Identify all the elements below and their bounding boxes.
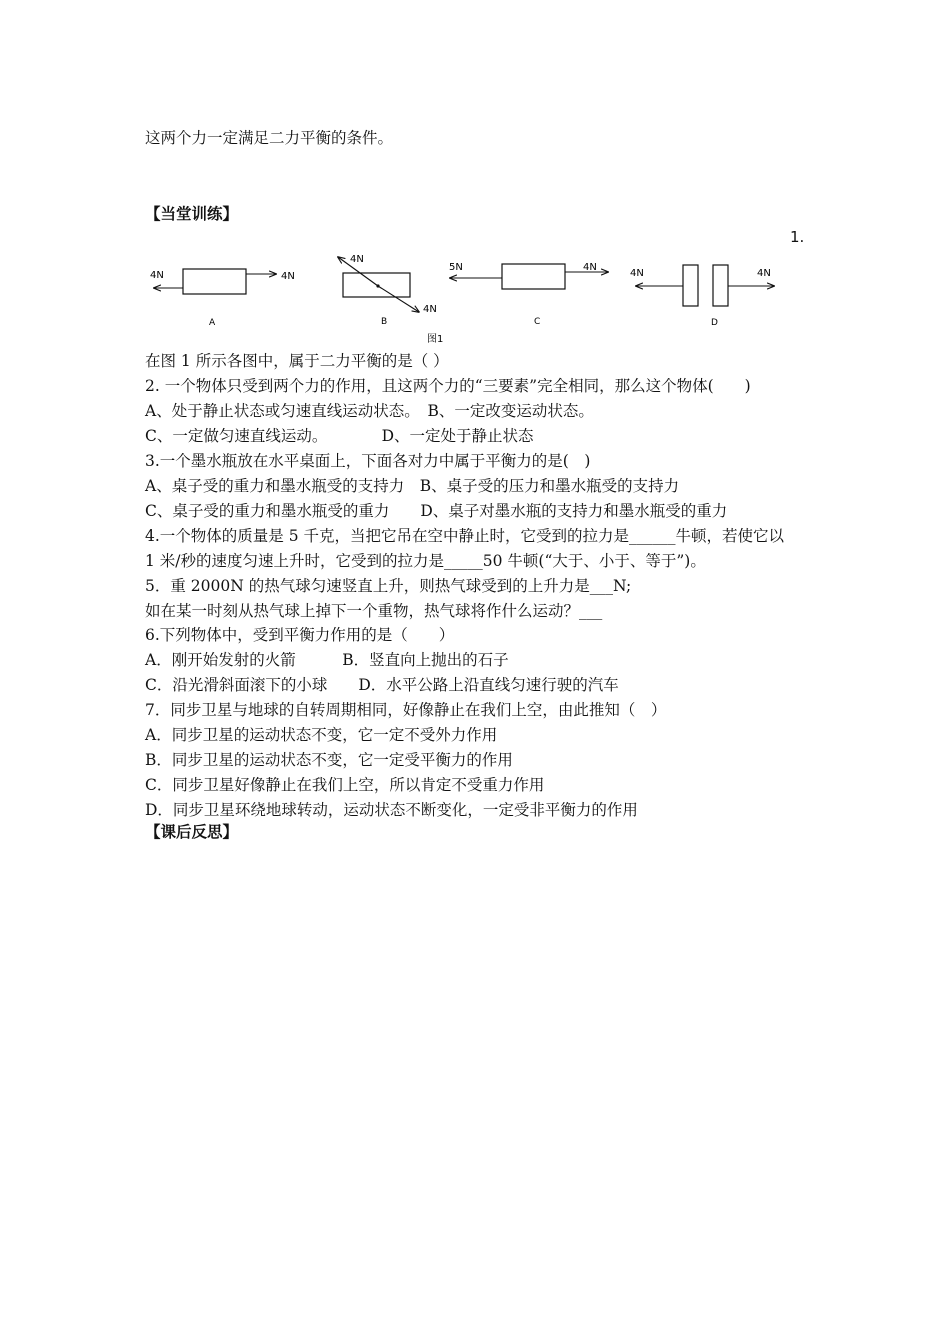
question-7-text: 7．同步卫星与地球的自转周期相同，好像静止在我们上空，由此推知（ ） [145, 701, 667, 719]
panel-a-right-force: 4N [281, 271, 295, 282]
section-training-heading: 【当堂训练】 [145, 204, 239, 223]
panel-d-left-block [683, 265, 698, 306]
question-2-options-ab: A、处于静止状态或匀速直线运动状态。 B、一定改变运动状态。 [145, 402, 594, 420]
panel-c-left-force: 5N [449, 262, 463, 273]
question-5-text-line-1: 5．重 2000N 的热气球匀速竖直上升，则热气球受到的上升力是___N; [145, 577, 632, 595]
panel-d-left-force: 4N [630, 268, 644, 279]
question-3-options-cd: C、桌子受的重力和墨水瓶受的重力 D、桌子对墨水瓶的支持力和墨水瓶受的重力 [145, 502, 728, 520]
question-2-options-cd: C、一定做匀速直线运动。 D、一定处于静止状态 [145, 427, 534, 445]
section-reflection-heading: 【课后反思】 [145, 822, 239, 841]
panel-c-label: C [534, 317, 541, 327]
panel-b-lower-force: 4N [423, 304, 437, 315]
question-6-options-ab: A．刚开始发射的火箭 B．竖直向上抛出的石子 [145, 651, 509, 669]
question-4-text-line-2: 1 米/秒的速度匀速上升时，它受到的拉力是_____50 牛顿(“大于、小于、等于”)。 [145, 552, 706, 570]
figure-caption: 图1 [427, 334, 444, 345]
panel-d-label: D [711, 318, 718, 328]
question-7-option-a: A．同步卫星的运动状态不变，它一定不受外力作用 [145, 726, 498, 744]
panel-c-right-force: 4N [583, 262, 597, 273]
panel-a [150, 269, 295, 328]
panel-d-right-block [713, 265, 728, 306]
panel-b-label: B [381, 317, 388, 327]
question-1-text: 在图 1 所示各图中，属于二力平衡的是（ ） [145, 352, 449, 370]
question-5-text-line-2: 如在某一时刻从热气球上掉下一个重物，热气球将作什么运动？___ [145, 602, 603, 620]
panel-b-upper-force: 4N [350, 254, 364, 265]
panel-a-label: A [209, 318, 216, 328]
panel-d [630, 265, 774, 328]
panel-c-box [502, 264, 565, 289]
question-6-options-cd: C．沿光滑斜面滚下的小球 D．水平公路上沿直线匀速行驶的汽车 [145, 676, 619, 694]
question-4-text-line-1: 4.一个物体的质量是 5 千克，当把它吊在空中静止时，它受到的拉力是______牛顿，若使它以 [145, 527, 785, 545]
question-2-text: 2. 一个物体只受到两个力的作用，且这两个力的“三要素”完全相同，那么这个物体( ) [145, 377, 751, 395]
panel-a-box [183, 269, 246, 294]
question-7-option-d: D．同步卫星环绕地球转动，运动状态不断变化，一定受非平衡力的作用 [145, 801, 638, 819]
panel-c [449, 262, 608, 327]
panel-a-left-force: 4N [150, 270, 164, 281]
panel-d-right-force: 4N [757, 268, 771, 279]
question-6-text: 6.下列物体中，受到平衡力作用的是（ ） [145, 626, 455, 644]
figure-1-force-diagrams [140, 250, 820, 350]
question-7-option-b: B．同步卫星的运动状态不变，它一定受平衡力的作用 [145, 751, 513, 769]
intro-line: 这两个力一定满足二力平衡的条件。 [145, 129, 394, 147]
panel-b-lower-arrow [378, 286, 419, 312]
question-7-option-c: C．同步卫星好像静止在我们上空，所以肯定不受重力作用 [145, 776, 545, 794]
question-3-options-ab: A、桌子受的重力和墨水瓶受的支持力 B、桌子受的压力和墨水瓶受的支持力 [145, 477, 680, 495]
question-1-number: 1. [790, 228, 805, 246]
panel-b [338, 254, 437, 327]
question-3-text: 3.一个墨水瓶放在水平桌面上，下面各对力中属于平衡力的是( ) [145, 452, 591, 470]
